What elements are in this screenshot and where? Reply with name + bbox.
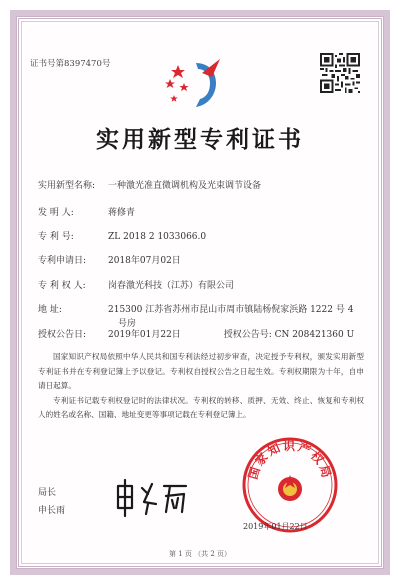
field-application-date <box>38 253 181 266</box>
field-value: 岗春激光科技（江苏）有限公司 <box>108 281 235 291</box>
field-patentee <box>38 278 234 291</box>
director-signature-icon <box>112 478 192 518</box>
field-label: 发 明 人: <box>38 208 74 218</box>
body-paragraph: 专利证书记载专利权登记时的法律状况。专利权的转移、质押、无效、终止、恢复和专利权人的姓名或名称、国籍、地址变更等事项记载在专利登记簿上。 <box>38 395 364 419</box>
field-label: 地 址: <box>38 305 62 315</box>
field-value: 2018年07月02日 <box>108 256 181 266</box>
field-inventor <box>38 205 135 218</box>
page-number: 第 1 页 （共 2 页） <box>168 550 232 558</box>
seal-date: 2019年01月22日 <box>243 522 308 531</box>
field-label: 专利申请日: <box>38 256 87 266</box>
field-value: 一种激光准直微调机构及光束调节设备 <box>108 181 262 191</box>
field-name <box>38 178 261 191</box>
director-name: 申长雨 <box>38 506 66 516</box>
field-label: 授权公告日: <box>38 330 87 340</box>
body-paragraph: 国家知识产权局依照中华人民共和国专利法经过初步审查，决定授予专利权，颁发实用新型专利证书并在专利登记簿上予以登记。专利权自授权公告之日起生效。专利权期限为十年，自申请日起算。 <box>38 352 364 390</box>
official-seal-icon <box>240 435 340 535</box>
field-address-line2: 号房 <box>118 319 137 329</box>
certificate-number: 证书号第8397470号 <box>30 59 111 69</box>
field-label: 专 利 号: <box>38 232 74 242</box>
certificate-title: 实用新型专利证书 <box>96 126 304 153</box>
announcement-number: 授权公告号: CN 208421360 U <box>223 330 355 340</box>
field-value: 2019年01月22日 <box>108 330 181 340</box>
field-label: 专 利 权 人: <box>38 281 86 291</box>
field-label: 实用新型名称: <box>38 181 96 191</box>
qr-code-icon[interactable] <box>320 53 360 93</box>
svg-text:国家知识产权局: 国家知识产权局 <box>245 438 335 481</box>
field-value: ZL 2018 2 1033066.0 <box>108 232 207 242</box>
cnipa-emblem-icon <box>160 55 240 115</box>
field-grant-date <box>38 327 354 340</box>
certificate-body <box>38 350 364 423</box>
field-value: 蒋修青 <box>108 208 136 218</box>
field-patent-number <box>38 229 206 242</box>
field-address <box>38 302 353 315</box>
field-value: 215300 江苏省苏州市昆山市周市镇陆杨倪家浜路 1222 号 4 <box>108 305 354 315</box>
director-title: 局长 <box>38 488 57 498</box>
